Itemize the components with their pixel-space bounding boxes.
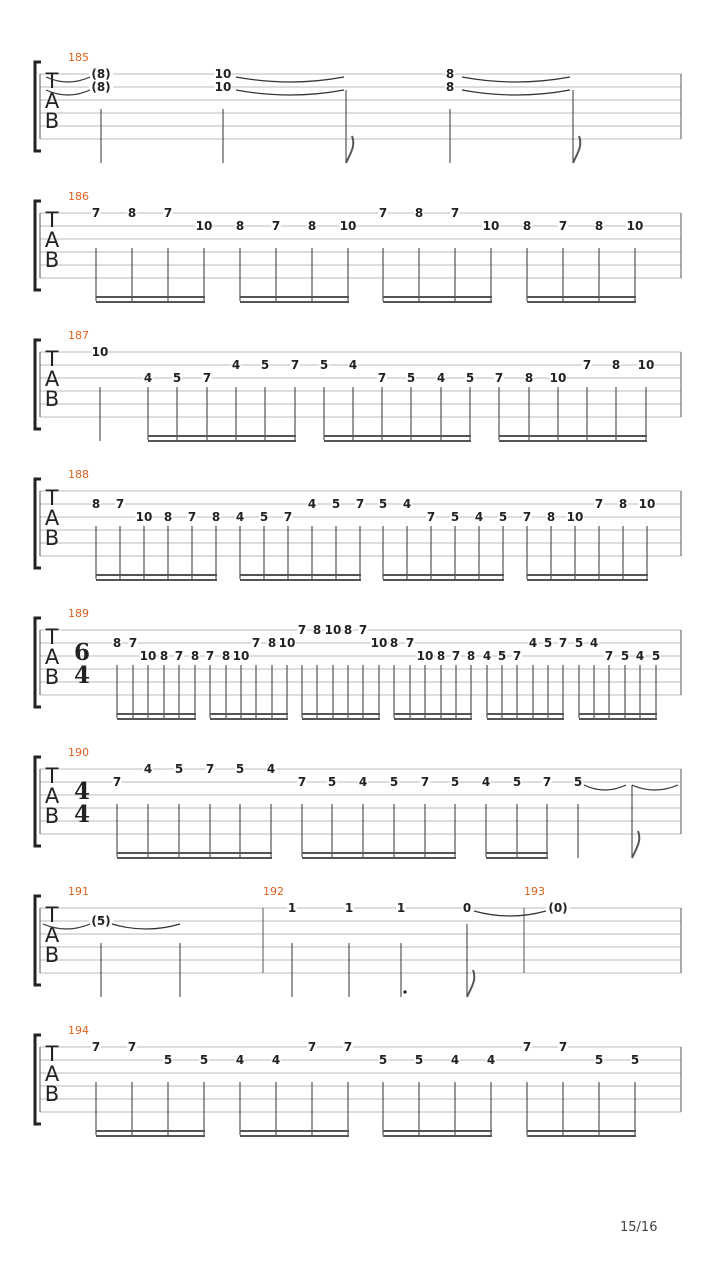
tab-clef-letter: B [44, 526, 60, 550]
fret-number: 8 [618, 497, 628, 511]
fret-number: 7 [558, 636, 568, 650]
tab-clef-letter: A [44, 506, 60, 530]
fret-number: 10 [637, 358, 655, 372]
beam [527, 1135, 636, 1137]
fret-number: 8 [127, 206, 137, 220]
fret-number: 4 [402, 497, 412, 511]
beam [210, 713, 288, 715]
beam [383, 1135, 492, 1137]
tab-clef-letter: A [44, 784, 60, 808]
fret-number: 10 [638, 497, 656, 511]
beam [383, 301, 492, 303]
fret-number: 7 [343, 1040, 353, 1054]
fret-number: 1 [396, 901, 406, 915]
tab-clef-letter: A [44, 89, 60, 113]
fret-number: 7 [91, 1040, 101, 1054]
tab-clef-letter: B [44, 804, 60, 828]
fret-number: 7 [377, 371, 387, 385]
fret-number: 7 [283, 510, 293, 524]
fret-number: 4 [266, 762, 276, 776]
fret-number: 7 [604, 649, 614, 663]
fret-number: 8 [91, 497, 101, 511]
fret-number: 10 [195, 219, 213, 233]
fret-number: 4 [528, 636, 538, 650]
fret-number: 7 [451, 649, 461, 663]
fret-number: 10 [370, 636, 388, 650]
fret-number: 5 [389, 775, 399, 789]
measure-number: 187 [68, 329, 89, 342]
fret-number: 7 [115, 497, 125, 511]
fret-number: 7 [251, 636, 261, 650]
tab-clef-letter: A [44, 923, 60, 947]
fret-number: 4 [348, 358, 358, 372]
fret-number: 7 [582, 358, 592, 372]
tab-clef-letter: B [44, 943, 60, 967]
fret-number: 8 [445, 80, 455, 94]
beam [486, 852, 548, 854]
fret-number: 4 [481, 775, 491, 789]
beam [240, 1135, 349, 1137]
measure-number: 188 [68, 468, 89, 481]
fret-number: 4 [143, 762, 153, 776]
fret-number: 5 [450, 510, 460, 524]
fret-number: 5 [378, 1053, 388, 1067]
beam [383, 296, 492, 298]
fret-number: 4 [358, 775, 368, 789]
tie [632, 785, 678, 790]
beam [96, 296, 205, 298]
fret-number: 8 [343, 623, 353, 637]
fret-number: 7 [205, 649, 215, 663]
tab-clef-letter: T [45, 1042, 59, 1066]
fret-number: 5 [406, 371, 416, 385]
tab-clef-letter: T [45, 347, 59, 371]
tie [462, 90, 570, 95]
fret-number: (8) [91, 80, 111, 94]
fret-number: 10 [135, 510, 153, 524]
time-signature-top: 6 [73, 639, 91, 666]
fret-number: 4 [474, 510, 484, 524]
fret-number: 5 [543, 636, 553, 650]
fret-number: 5 [163, 1053, 173, 1067]
beam [96, 1135, 205, 1137]
beam [527, 1130, 636, 1132]
fret-number: 4 [235, 510, 245, 524]
beam [302, 852, 456, 854]
fret-number: 5 [327, 775, 337, 789]
tie [474, 911, 546, 916]
fret-number: 7 [558, 1040, 568, 1054]
fret-number: 4 [589, 636, 599, 650]
fret-number: 5 [259, 510, 269, 524]
beam [117, 852, 272, 854]
fret-number: 8 [159, 649, 169, 663]
fret-number: 7 [358, 623, 368, 637]
beam [240, 296, 349, 298]
beam [394, 718, 472, 720]
fret-number: 7 [297, 775, 307, 789]
beam [527, 301, 636, 303]
fret-number: 10 [91, 345, 109, 359]
fret-number: 7 [420, 775, 430, 789]
beam [579, 718, 657, 720]
fret-number: 5 [651, 649, 661, 663]
fret-number: 5 [414, 1053, 424, 1067]
fret-number: 7 [112, 775, 122, 789]
measure-number: 186 [68, 190, 89, 203]
fret-number: 5 [594, 1053, 604, 1067]
tie [236, 77, 344, 82]
fret-number: 5 [574, 636, 584, 650]
tab-clef-letter: B [44, 387, 60, 411]
measure-number: 185 [68, 51, 89, 64]
note-flag [346, 136, 353, 163]
fret-number: 5 [172, 371, 182, 385]
fret-number: 5 [512, 775, 522, 789]
beam [324, 440, 471, 442]
beam [117, 713, 196, 715]
tab-clef-letter: T [45, 903, 59, 927]
fret-number: 10 [139, 649, 157, 663]
fret-number: (5) [91, 914, 111, 928]
beam [96, 301, 205, 303]
tab-clef-letter: B [44, 665, 60, 689]
fret-number: 7 [542, 775, 552, 789]
fret-number: (0) [548, 901, 568, 915]
beam [383, 579, 504, 581]
fret-number: 8 [445, 67, 455, 81]
beam [240, 301, 349, 303]
fret-number: 8 [436, 649, 446, 663]
beam [210, 718, 288, 720]
fret-number: 10 [232, 649, 250, 663]
beam [394, 713, 472, 715]
fret-number: 8 [312, 623, 322, 637]
fret-number: 7 [127, 1040, 137, 1054]
time-signature-bottom: 4 [73, 662, 91, 689]
measure-number: 189 [68, 607, 89, 620]
fret-number: 7 [307, 1040, 317, 1054]
fret-number: 8 [389, 636, 399, 650]
beam [527, 579, 648, 581]
fret-number: 5 [450, 775, 460, 789]
beam [302, 857, 456, 859]
fret-number: 7 [405, 636, 415, 650]
beam [499, 435, 647, 437]
fret-number: 5 [199, 1053, 209, 1067]
fret-number: 4 [450, 1053, 460, 1067]
fret-number: 5 [465, 371, 475, 385]
beam [487, 718, 564, 720]
tab-clef-letter: B [44, 109, 60, 133]
fret-number: 10 [626, 219, 644, 233]
beam [302, 718, 380, 720]
fret-number: 8 [611, 358, 621, 372]
fret-number: 5 [573, 775, 583, 789]
fret-number: 7 [558, 219, 568, 233]
page-number: 15/16 [620, 1220, 658, 1235]
time-signature-top: 4 [73, 778, 91, 805]
fret-number: 7 [594, 497, 604, 511]
tab-clef-letter: A [44, 228, 60, 252]
tie [462, 77, 570, 82]
note-flag [573, 136, 580, 163]
fret-number: 8 [307, 219, 317, 233]
beam [148, 440, 296, 442]
beam [240, 579, 361, 581]
fret-number: 7 [378, 206, 388, 220]
fret-number: 7 [512, 649, 522, 663]
beam [240, 1130, 349, 1132]
fret-number: 5 [630, 1053, 640, 1067]
fret-number: 8 [414, 206, 424, 220]
fret-number: 8 [235, 219, 245, 233]
fret-number: 8 [221, 649, 231, 663]
fret-number: 8 [190, 649, 200, 663]
fret-number: 4 [271, 1053, 281, 1067]
fret-number: 7 [426, 510, 436, 524]
fret-number: 5 [378, 497, 388, 511]
fret-number: 1 [287, 901, 297, 915]
measure-number: 193 [524, 885, 545, 898]
beam [117, 857, 272, 859]
fret-number: 7 [450, 206, 460, 220]
fret-number: 10 [416, 649, 434, 663]
beam [383, 1130, 492, 1132]
fret-number: 7 [202, 371, 212, 385]
tab-clef-letter: B [44, 248, 60, 272]
tab-clef-letter: T [45, 625, 59, 649]
fret-number: 8 [211, 510, 221, 524]
fret-number: 7 [494, 371, 504, 385]
fret-number: 8 [524, 371, 534, 385]
fret-number: 4 [482, 649, 492, 663]
fret-number: 8 [163, 510, 173, 524]
beam [527, 296, 636, 298]
fret-number: 0 [462, 901, 472, 915]
fret-number: 7 [128, 636, 138, 650]
fret-number: 7 [91, 206, 101, 220]
fret-number: 7 [522, 510, 532, 524]
beam [148, 435, 296, 437]
fret-number: 4 [486, 1053, 496, 1067]
fret-number: 10 [214, 80, 232, 94]
fret-number: 8 [546, 510, 556, 524]
tab-clef-letter: B [44, 1082, 60, 1106]
beam [117, 718, 196, 720]
beam [486, 857, 548, 859]
fret-number: 7 [297, 623, 307, 637]
dot [403, 990, 406, 993]
fret-number: 10 [549, 371, 567, 385]
fret-number: 7 [271, 219, 281, 233]
fret-number: 4 [143, 371, 153, 385]
beam [324, 435, 471, 437]
tie [236, 90, 344, 95]
beam [240, 574, 361, 576]
fret-number: 7 [522, 1040, 532, 1054]
measure-number: 191 [68, 885, 89, 898]
fret-number: 10 [482, 219, 500, 233]
fret-number: 4 [635, 649, 645, 663]
tab-clef-letter: A [44, 1062, 60, 1086]
fret-number: 4 [231, 358, 241, 372]
note-flag [467, 970, 474, 997]
beam [302, 713, 380, 715]
time-signature-bottom: 4 [73, 801, 91, 828]
fret-number: 5 [319, 358, 329, 372]
beam [383, 574, 504, 576]
beam [499, 440, 647, 442]
fret-number: 10 [278, 636, 296, 650]
fret-number: 7 [163, 206, 173, 220]
beam [96, 574, 217, 576]
measure-number: 190 [68, 746, 89, 759]
fret-number: 10 [324, 623, 342, 637]
tab-clef-letter: T [45, 764, 59, 788]
fret-number: 7 [174, 649, 184, 663]
measure-number: 194 [68, 1024, 89, 1037]
fret-number: 8 [112, 636, 122, 650]
fret-number: 10 [339, 219, 357, 233]
fret-number: 5 [620, 649, 630, 663]
fret-number: 1 [344, 901, 354, 915]
measure-number: 192 [263, 885, 284, 898]
fret-number: 5 [497, 649, 507, 663]
fret-number: 5 [498, 510, 508, 524]
tab-clef-letter: A [44, 367, 60, 391]
fret-number: 7 [187, 510, 197, 524]
fret-number: 5 [260, 358, 270, 372]
beam [96, 1130, 205, 1132]
fret-number: 7 [290, 358, 300, 372]
fret-number: 7 [205, 762, 215, 776]
beam [579, 713, 657, 715]
tab-clef-letter: A [44, 645, 60, 669]
fret-number: 5 [174, 762, 184, 776]
fret-number: 5 [235, 762, 245, 776]
tie [584, 785, 626, 790]
beam [96, 579, 217, 581]
fret-number: 4 [235, 1053, 245, 1067]
beam [487, 713, 564, 715]
tab-clef-letter: T [45, 208, 59, 232]
tab-clef-letter: T [45, 69, 59, 93]
note-flag [632, 831, 639, 858]
fret-number: 8 [466, 649, 476, 663]
fret-number: 8 [594, 219, 604, 233]
fret-number: 4 [436, 371, 446, 385]
fret-number: 8 [522, 219, 532, 233]
fret-number: 10 [214, 67, 232, 81]
fret-number: 10 [566, 510, 584, 524]
tie [112, 924, 180, 929]
fret-number: (8) [91, 67, 111, 81]
fret-number: 8 [267, 636, 277, 650]
fret-number: 7 [355, 497, 365, 511]
beam [527, 574, 648, 576]
tab-clef-letter: T [45, 486, 59, 510]
fret-number: 4 [307, 497, 317, 511]
fret-number: 5 [331, 497, 341, 511]
